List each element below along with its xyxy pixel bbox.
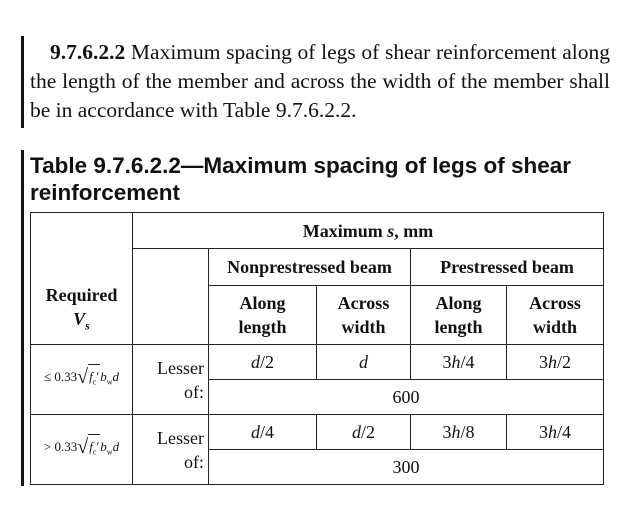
change-bar-paragraph xyxy=(21,36,24,128)
section-text: Maximum spacing of legs of shear reinforcement along the length of the member and across the width of the member shall be in accordance with Table 9.7.6.2.2. xyxy=(30,40,611,122)
required-vs-header xyxy=(31,213,133,345)
spacing-table xyxy=(30,212,604,485)
lesser-of-label: Lesser of: xyxy=(133,345,209,415)
cell-pre-along: 3h/4 xyxy=(411,345,507,380)
cell-limit: 300 xyxy=(209,450,604,485)
cell-limit: 600 xyxy=(209,380,604,415)
table-title: Table 9.7.6.2.2—Maximum spacing of legs of shear reinforcement xyxy=(30,153,572,205)
nonpre-along-header: Along length xyxy=(209,286,317,345)
prestressed-header: Prestressed beam xyxy=(411,249,604,286)
pre-across-header: Across width xyxy=(507,286,604,345)
section-paragraph xyxy=(30,38,610,125)
section-number: 9.7.6.2.2 xyxy=(50,40,126,64)
nonprestressed-header: Nonprestressed beam xyxy=(209,249,411,286)
nonpre-across-header: Across width xyxy=(317,286,411,345)
required-label: Required xyxy=(45,285,118,306)
change-bar-table xyxy=(21,150,24,486)
blank-header-cell xyxy=(133,249,209,345)
vs-label: $V_s$ xyxy=(73,309,90,333)
pre-along-header: Along length xyxy=(411,286,507,345)
cell-nonpre-along: d/2 xyxy=(209,345,317,380)
cell-pre-across: 3h/4 xyxy=(507,415,604,450)
condition-high: > $0.33√f_c'b_wd$ xyxy=(31,415,133,485)
cell-pre-across: 3h/2 xyxy=(507,345,604,380)
lesser-of-label: Lesser of: xyxy=(133,415,209,485)
cell-nonpre-along: d/4 xyxy=(209,415,317,450)
max-s-header: Maximum s, mm xyxy=(133,213,604,249)
cell-nonpre-across: d xyxy=(317,345,411,380)
cell-nonpre-across: d/2 xyxy=(317,415,411,450)
cell-pre-along: 3h/8 xyxy=(411,415,507,450)
condition-low: ≤ $0.33√f_c'b_wd$ xyxy=(31,345,133,415)
